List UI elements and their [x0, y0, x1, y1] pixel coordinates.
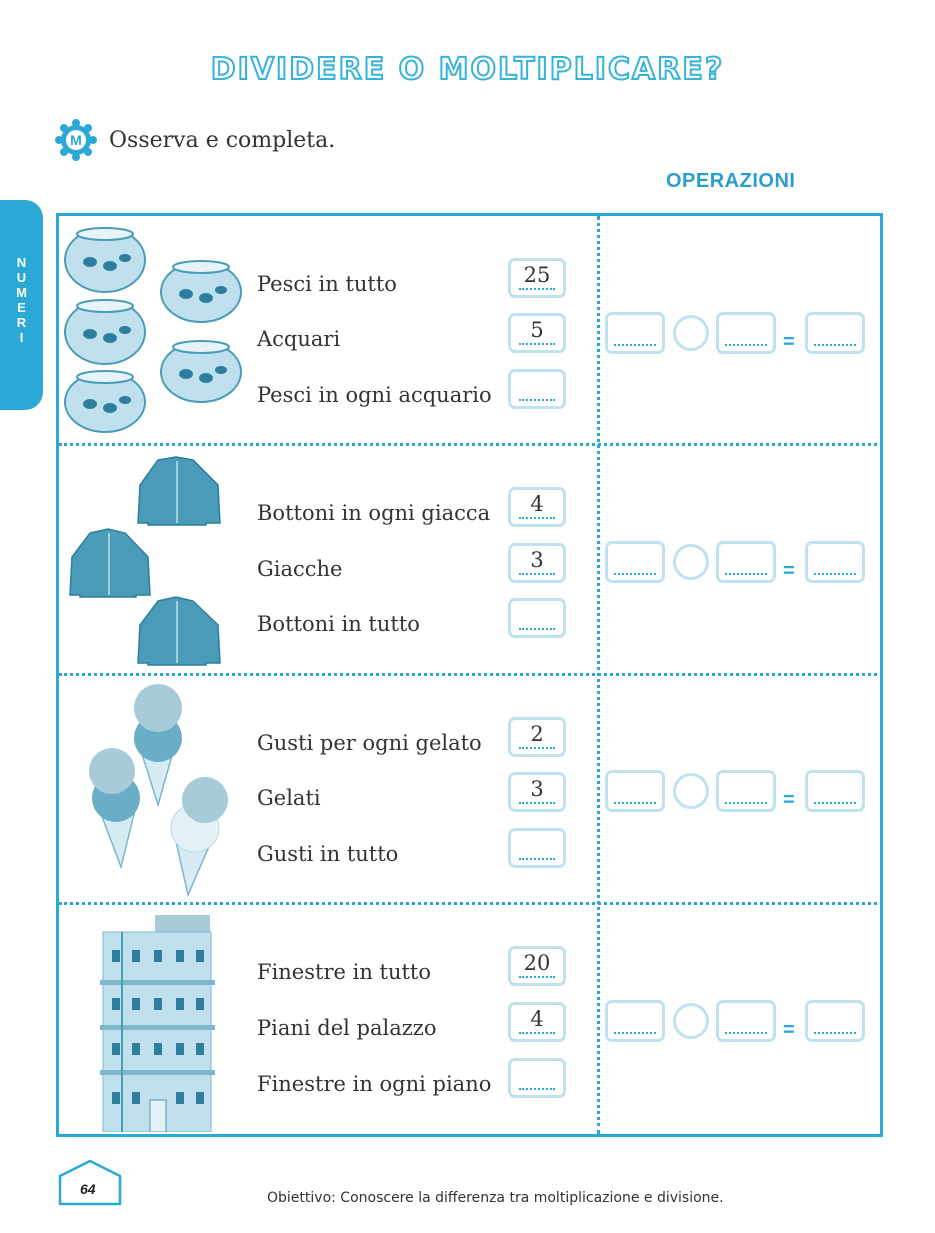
- ice-cream-icon: [171, 777, 228, 895]
- building-illustration: [100, 910, 215, 1132]
- operand-box[interactable]: [605, 541, 665, 583]
- row-label: Giacche: [257, 557, 343, 581]
- operator-circle[interactable]: [673, 773, 709, 809]
- row-label: Pesci in ogni acquario: [257, 383, 492, 407]
- section-divider: [59, 902, 877, 905]
- operand-box[interactable]: [716, 1000, 776, 1042]
- ice-cream-icon: [89, 748, 140, 867]
- m-badge-icon: [55, 119, 97, 161]
- page-title: DIVIDERE O MOLTIPLICARE?: [210, 52, 725, 87]
- row-label: Gusti in tutto: [257, 842, 399, 866]
- instruction-text: Osserva e completa.: [109, 127, 336, 153]
- section-divider: [59, 673, 877, 676]
- fishbowls-illustration: [62, 220, 247, 435]
- operations-header: OPERAZIONI: [666, 170, 796, 192]
- jackets-illustration: [68, 455, 223, 667]
- answer-box[interactable]: 3: [508, 543, 566, 583]
- operand-box[interactable]: [716, 541, 776, 583]
- answer-box[interactable]: 20: [508, 946, 566, 986]
- footer-objective: Obiettivo: Conoscere la differenza tra moltiplicazione e divisione.: [267, 1190, 724, 1206]
- svg-text:M: M: [70, 132, 82, 148]
- answer-box[interactable]: 3: [508, 772, 566, 812]
- equals-sign: =: [783, 1019, 795, 1041]
- answer-box[interactable]: 25: [508, 258, 566, 298]
- result-box[interactable]: [805, 770, 865, 812]
- operand-box[interactable]: [605, 770, 665, 812]
- answer-box[interactable]: [508, 598, 566, 638]
- answer-box[interactable]: 5: [508, 313, 566, 353]
- operand-box[interactable]: [605, 1000, 665, 1042]
- operator-circle[interactable]: [673, 315, 709, 351]
- jacket-icon: [70, 529, 150, 597]
- row-label: Bottoni in tutto: [257, 612, 420, 636]
- operator-circle[interactable]: [673, 544, 709, 580]
- operator-circle[interactable]: [673, 1003, 709, 1039]
- instruction: [55, 118, 335, 162]
- equals-sign: =: [783, 560, 795, 582]
- row-label: Gusti per ogni gelato: [257, 731, 482, 755]
- row-label: Finestre in ogni piano: [257, 1072, 492, 1096]
- operand-box[interactable]: [605, 312, 665, 354]
- answer-box[interactable]: 4: [508, 487, 566, 527]
- ice-creams-illustration: [85, 683, 230, 898]
- result-box[interactable]: [805, 541, 865, 583]
- side-tab-numeri: [0, 200, 43, 410]
- side-tab-label: N U M E R I: [16, 255, 27, 345]
- row-label: Pesci in tutto: [257, 272, 397, 296]
- answer-box[interactable]: 4: [508, 1002, 566, 1042]
- result-box[interactable]: [805, 1000, 865, 1042]
- operand-box[interactable]: [716, 312, 776, 354]
- row-label: Acquari: [257, 327, 341, 351]
- jacket-icon: [138, 597, 220, 665]
- section-divider: [59, 443, 877, 446]
- answer-box[interactable]: 2: [508, 717, 566, 757]
- row-label: Piani del palazzo: [257, 1016, 437, 1040]
- equals-sign: =: [783, 789, 795, 811]
- answer-box[interactable]: [508, 828, 566, 868]
- ice-cream-icon: [134, 684, 182, 805]
- row-label: Finestre in tutto: [257, 960, 431, 984]
- row-label: Bottoni in ogni giacca: [257, 501, 491, 525]
- operand-box[interactable]: [716, 770, 776, 812]
- answer-box[interactable]: [508, 1058, 566, 1098]
- equals-sign: =: [783, 331, 795, 353]
- row-label: Gelati: [257, 786, 321, 810]
- page-number: 64: [80, 1181, 96, 1197]
- result-box[interactable]: [805, 312, 865, 354]
- jacket-icon: [138, 457, 220, 525]
- answer-box[interactable]: [508, 369, 566, 409]
